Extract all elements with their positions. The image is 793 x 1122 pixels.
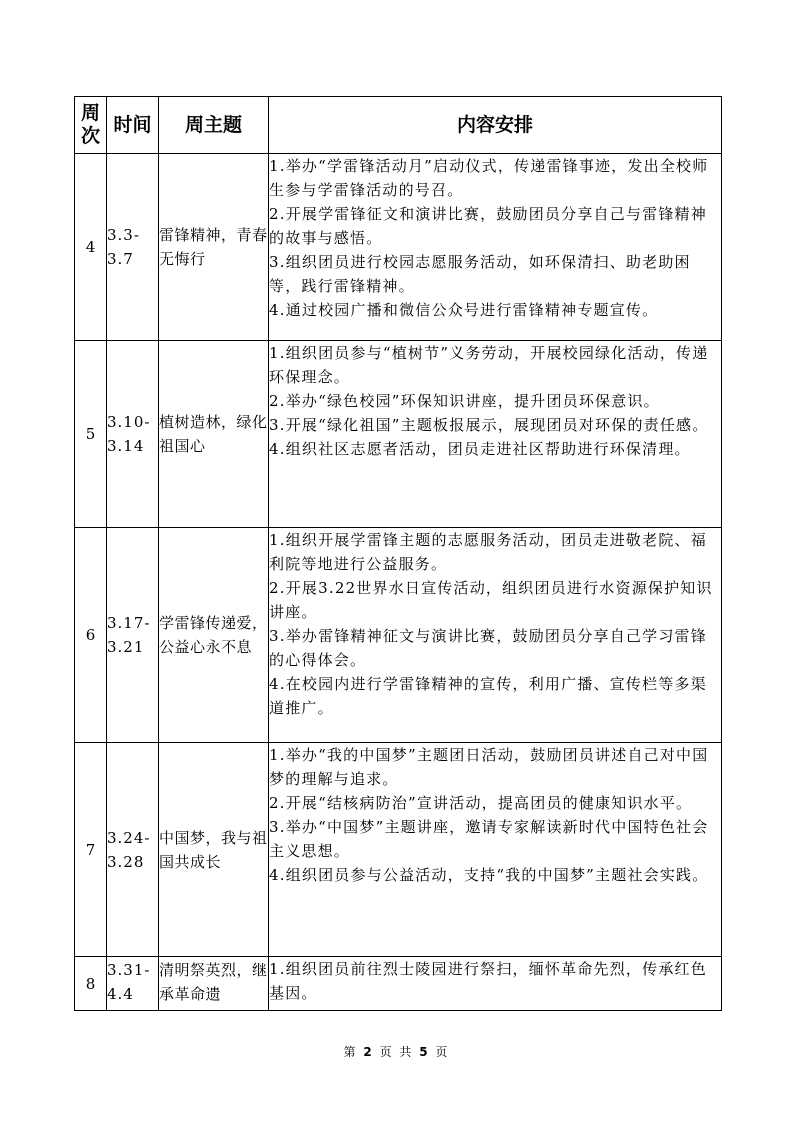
content-item: 4.在校园内进行学雷锋精神的宣传，利用广播、宣传栏等多渠道推广。 [269,675,707,717]
theme-cell [159,957,269,1011]
page-middle: 页 共 [379,1045,414,1059]
page-current: 2 [363,1045,374,1059]
page-total: 5 [419,1045,430,1059]
content-item: 2.开展3.22世界水日宣传活动，组织团员进行水资源保护知识讲座。 [269,579,713,621]
week-cell: 8 [75,957,107,1011]
content-item: 3.组织团员进行校园志愿服务活动，如环保清扫、助老助困等，践行雷锋精神。 [269,253,691,295]
content-cell [269,743,722,957]
table-header-row [75,97,722,154]
table-row [75,957,722,1011]
page-suffix: 页 [435,1045,450,1059]
content-cell [269,154,722,341]
week-cell: 7 [75,743,107,957]
content-item: 1.组织团员前往烈士陵园进行祭扫，缅怀革命先烈，传承红色基因。 [269,960,707,1002]
content-cell [269,957,722,1011]
time-cell: 3.17-3.21 [107,528,159,743]
theme-cell: 植树造林，绿化祖国心 [159,341,269,528]
header-theme: 周主题 [159,97,269,154]
content-item: 4.组织社区志愿者活动，团员走进社区帮助进行环保清理。 [269,440,691,458]
header-week: 周次 [75,97,107,154]
theme-text: 清明祭英烈，继承革命遗 [159,960,268,1003]
content-item: 4.组织团员参与公益活动，支持“我的中国梦”主题社会实践。 [269,866,709,884]
content-item: 1.举办“我的中国梦”主题团日活动，鼓励团员讲述自己对中国梦的理解与追求。 [269,746,709,788]
schedule-table [74,96,722,1011]
content-cell [269,341,722,528]
content-cell [269,528,722,743]
table-row [75,743,722,957]
content-item: 3.举办“中国梦”主题讲座，邀请专家解读新时代中国特色社会主义思想。 [269,818,709,860]
week-cell: 5 [75,341,107,528]
table-row [75,341,722,528]
theme-cell: 雷锋精神，青春无悔行 [159,154,269,341]
table-row [75,528,722,743]
time-cell [107,957,159,1011]
content-item: 3.开展“绿化祖国”主题板报展示，展现团员对环保的责任感。 [269,416,709,434]
table-row [75,154,722,341]
content-item: 1.组织团员参与“植树节”义务劳动，开展校园绿化活动，传递环保理念。 [269,344,709,386]
theme-cell: 学雷锋传递爱，公益心永不息 [159,528,269,743]
header-content: 内容安排 [269,97,722,154]
theme-cell: 中国梦，我与祖国共成长 [159,743,269,957]
content-item: 1.举办“学雷锋活动月”启动仪式，传递雷锋事迹，发出全校师生参与学雷锋活动的号召。 [269,157,709,199]
content-item: 1.组织开展学雷锋主题的志愿服务活动，团员走进敬老院、福利院等地进行公益服务。 [269,531,707,573]
time-text: 3.31-4.4 [107,960,151,1003]
page-prefix: 第 [343,1045,358,1059]
content-item: 4.通过校园广播和微信公众号进行雷锋精神专题宣传。 [269,301,659,319]
time-cell: 3.3-3.7 [107,154,159,341]
week-cell: 6 [75,528,107,743]
time-cell: 3.24-3.28 [107,743,159,957]
page-footer [0,1043,793,1060]
content-item: 2.开展“结核病防治”宣讲活动，提高团员的健康知识水平。 [269,794,693,812]
content-item: 3.举办雷锋精神征文与演讲比赛，鼓励团员分享自己学习雷锋的心得体会。 [269,627,707,669]
content-item: 2.开展学雷锋征文和演讲比赛，鼓励团员分享自己与雷锋精神的故事与感悟。 [269,205,707,247]
header-time: 时间 [107,97,159,154]
content-item: 2.举办“绿色校园”环保知识讲座，提升团员环保意识。 [269,392,660,410]
week-cell: 4 [75,154,107,341]
time-cell: 3.10-3.14 [107,341,159,528]
